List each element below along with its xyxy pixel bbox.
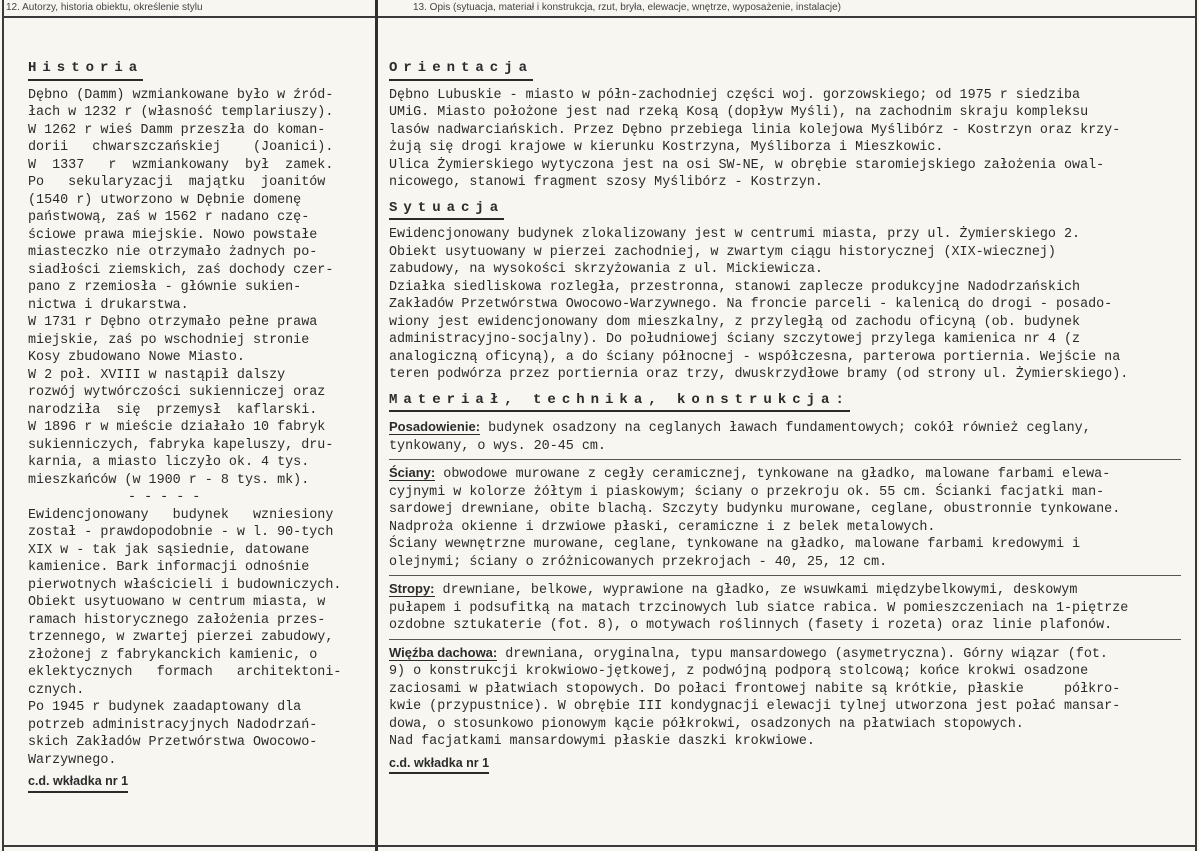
text-line: karnia, a miasto liczyło ok. 4 tys.	[28, 455, 310, 470]
text-line: Warzywnego.	[28, 752, 117, 768]
divider-line	[389, 639, 1181, 640]
text-line: Działka siedliskowa rozległa, przestronna, stanowi zaplecze produkcyjne Nadodrzańskich	[389, 279, 1081, 295]
text-line: Zakładów Przetwórstwa Owocowo-Warzywnego. Na froncie parceli - kalenicą do drogi - posado-	[389, 297, 1113, 312]
text-line: pano z rzemiosła - głównie sukien-	[28, 280, 302, 295]
description-column	[389, 60, 1181, 774]
sciany-first-line: obwodowe murowane z cegły ceramicznej, tynkowane na gładko, malowane farbami elewa-	[435, 467, 1111, 482]
text-line: miasteczko nie otrzymało żadnych po-	[28, 245, 318, 260]
text-line: nicowego, stanowi fragment szosy Myślibórz - Kostrzyn.	[389, 175, 823, 190]
text-line: wiony jest ewidencjonowany dom mieszkalny, z przyległą od zachodu oficyną (ob. budynek	[389, 314, 1081, 330]
text-line: teren podwórza przez portiernia oraz trzy, dwuskrzydłowe bramy (od strony ul. Żymierskiego).	[389, 367, 1129, 382]
sciany-paragraph	[389, 464, 1181, 571]
text-line: Obiekt usytuowano w centrum miasta, w	[28, 595, 326, 610]
material-title: Materiał, technika, konstrukcja:	[389, 392, 850, 413]
text-line: skich Zakładów Przetwórstwa Owocowo-	[28, 735, 318, 750]
text-line: ramach historycznego założenia przes-	[28, 612, 326, 628]
text-line: państwową, zaś w 1562 r nadano czę-	[28, 210, 310, 225]
wiezba-label: Więźba dachowa:	[389, 644, 498, 660]
text-line: miejskie, zaś po wschodniej stronie	[28, 332, 310, 348]
text-line: (1540 r) utworzono w Dębnie domenę	[28, 192, 302, 208]
column-divider	[375, 0, 378, 851]
text-line: Nadproża okienne i drzwiowe płaski, ceramiczne i z belek metalowych.	[389, 519, 936, 535]
text-line: został - prawdopodobnie - w l. 90-tych	[28, 525, 334, 540]
left-border	[2, 0, 4, 851]
text-line: W 1896 r w mieście działało 10 fabryk	[28, 420, 326, 435]
text-line: Ściany wewnętrzne murowane, ceglane, tynkowane na gładko, malowane farbami kredowymi i	[389, 537, 1081, 552]
text-line: pułapem i podsufitką na matach trzcinowych lub siatce rabica. W pomieszczeniach na 1-piętrze	[389, 600, 1129, 616]
posadowienie-paragraph	[389, 418, 1181, 455]
text-line: tynkowany, o wys. 20-45 cm.	[389, 438, 606, 454]
text-line: zaciosami w płatwiach stopowych. Do połaci frontowej nabite są krótkie, płaskie półkro-	[389, 681, 1121, 697]
text-line: łach w 1232 r (własność templariuszy).	[28, 105, 334, 120]
stropy-label: Stropy:	[389, 581, 435, 596]
text-line: siadłości ziemskich, zaś dochody czer-	[28, 262, 334, 278]
text-line: cznych.	[28, 682, 85, 698]
text-line: lasów nadwarciańskich. Przez Dębno przebiega linia kolejowa Myślibórz - Kostrzyn oraz krzy-	[389, 122, 1121, 138]
text-line: eklektycznych formach architektoni-	[28, 665, 342, 680]
text-line: pierwotnych właścicieli i budowniczych.	[28, 577, 342, 593]
continuation-note-left: c.d. wkładka nr 1	[28, 773, 128, 793]
wiezba-first-line: drewniana, oryginalna, typu mansardowego (asymetryczna). Górny wiązar (fot.	[497, 646, 1108, 662]
text-line: mieszkańców (w 1900 r - 8 tys. mk).	[28, 472, 310, 488]
text-line: rozwój wytwórczości sukienniczej oraz	[28, 385, 326, 400]
header-right-label: 13. Opis (sytuacja, materiał i konstrukcja, rzut, bryła, elewacje, wnętrze, wyposażenie, instalacje)	[413, 2, 841, 13]
divider-line	[389, 459, 1181, 460]
text-line: Ulica Żymierskiego wytyczona jest na osi SW-NE, w obrębie staromiejskiego założenia owal-	[389, 157, 1105, 173]
bottom-border	[2, 845, 1197, 847]
text-line: Ewidencjonowany budynek wzniesiony	[28, 507, 334, 523]
text-line: ściowe prawa miejskie. Nowo powstałe	[28, 227, 318, 243]
sciany-label: Ściany:	[389, 465, 436, 480]
posadowienie-label: Posadowienie:	[389, 419, 481, 434]
text-line: ozdobne sztukaterie (fot. 8), o motywach roślinnych (fasety i rozeta) oraz linie plafonów.	[389, 618, 1113, 633]
text-line: trzennego, w zwartej pierzei zabudowy,	[28, 630, 334, 645]
text-line: sardowej drewniane, obite blachą. Szczyty budynku murowane, ceglane, obustronnie tynkowane.	[389, 502, 1121, 517]
text-line: Nad facjatkami mansardowymi płaskie daszki krokwiowe.	[389, 734, 815, 749]
text-line: 9) o konstrukcji krokwiowo-jętkowej, z podwójną podporą stolcową; końce krokwi osadzone	[389, 664, 1089, 679]
text-line: Kosy zbudowano Nowe Miasto.	[28, 350, 245, 365]
text-line: Dębno Lubuskie - miasto w półn-zachodniej części woj. gorzowskiego; od 1975 r siedziba	[389, 87, 1081, 103]
historia-separator: - - - - -	[128, 490, 201, 505]
text-line: dorii chwarszczańskiej (Joanici).	[28, 140, 334, 155]
wiezba-paragraph	[389, 644, 1181, 751]
text-line: W 1731 r Dębno otrzymało pełne prawa	[28, 315, 318, 330]
text-line: UMiG. Miasto położone jest nad rzeką Kosą (dopływ Myśli), na zachodnim skraju kompleksu	[389, 105, 1089, 120]
text-line: narodziła się przemysł kaflarski.	[28, 402, 318, 418]
sytuacja-title: Sytuacja	[389, 200, 504, 221]
divider-line	[389, 575, 1181, 576]
text-line: Dębno (Damm) wzmiankowane było w źród-	[28, 87, 334, 103]
historia-text	[28, 87, 368, 490]
text-line: potrzeb administracyjnych Nadodrzań-	[28, 717, 318, 733]
sytuacja-text	[389, 226, 1181, 384]
text-line: XIX w - tak jak sąsiednie, datowane	[28, 542, 310, 558]
header-rule	[2, 16, 1197, 18]
text-line: żują się drogi krajowe w kierunku Kostrzyna, Myśliborza i Mieszkowic.	[389, 140, 944, 155]
stropy-paragraph	[389, 580, 1181, 635]
text-line: zabudowy, na wysokości skrzyżowania z ul. Mickiewicza.	[389, 262, 823, 277]
historia-title: Historia	[28, 60, 143, 81]
text-line: cyjnymi w kolorze żółtym i piaskowym; ściany o przekroju ok. 55 cm. Ścianki facjatki man-	[389, 484, 1105, 500]
text-line: Obiekt usytuowany w pierzei zachodniej, w zwartym ciągu historycznej (XIX-wiecznej)	[389, 244, 1056, 260]
historia-text-2	[28, 507, 368, 770]
orientacja-title: Orientacja	[389, 60, 533, 81]
stropy-first-line: drewniane, belkowe, wyprawione na gładko, ze wsuwkami międzybelkowymi, deskowym	[434, 583, 1078, 598]
orientacja-text	[389, 87, 1181, 192]
right-border	[1195, 0, 1197, 851]
historia-column	[28, 60, 368, 793]
text-line: kamienice. Bark informacji odnośnie	[28, 560, 310, 575]
text-line: administracyjno-socjalny). Do południowej ściany szczytowej przylega kamienica nr 4 (z	[389, 332, 1081, 347]
text-line: dowa, o stosunkowo pionowym kącie półkrokwi, osadzonych na płatwiach stopowych.	[389, 716, 1024, 732]
text-line: Po 1945 r budynek zaadaptowany dla	[28, 700, 302, 715]
text-line: złożonej z fabrykanckich kamienic, o	[28, 647, 318, 663]
text-line: nictwa i drukarstwa.	[28, 297, 189, 313]
text-line: sukienniczych, fabryka kapeluszy, dru-	[28, 437, 334, 453]
text-line: W 2 poł. XVIII w nastąpił dalszy	[28, 367, 286, 383]
text-line: kwie (przypustnice). W obrębie III kondygnacji elewacji tylnej utworzona jest połać mansar-	[389, 699, 1121, 714]
posadowienie-first-line: budynek osadzony na ceglanych ławach fundamentowych; cokół również ceglany,	[480, 421, 1091, 436]
header-left-label: 12. Autorzy, historia obiektu, określenie stylu	[6, 2, 203, 13]
text-line: Po sekularyzacji majątku joanitów	[28, 175, 326, 190]
text-line: W 1262 r wieś Damm przeszła do koman-	[28, 122, 326, 138]
continuation-note-right: c.d. wkładka nr 1	[389, 755, 489, 775]
text-line: olejnymi; ściany o zróżnicowanych przekrojach - 40, 25, 12 cm.	[389, 554, 888, 570]
text-line: analogiczną oficyną), a do ściany północnej - współczesna, parterowa portiernia. Wejście na	[389, 349, 1121, 365]
text-line: Ewidencjonowany budynek zlokalizowany jest w centrumi miasta, przy ul. Żymierskiego 2.	[389, 227, 1081, 242]
text-line: W 1337 r wzmiankowany był zamek.	[28, 157, 334, 173]
